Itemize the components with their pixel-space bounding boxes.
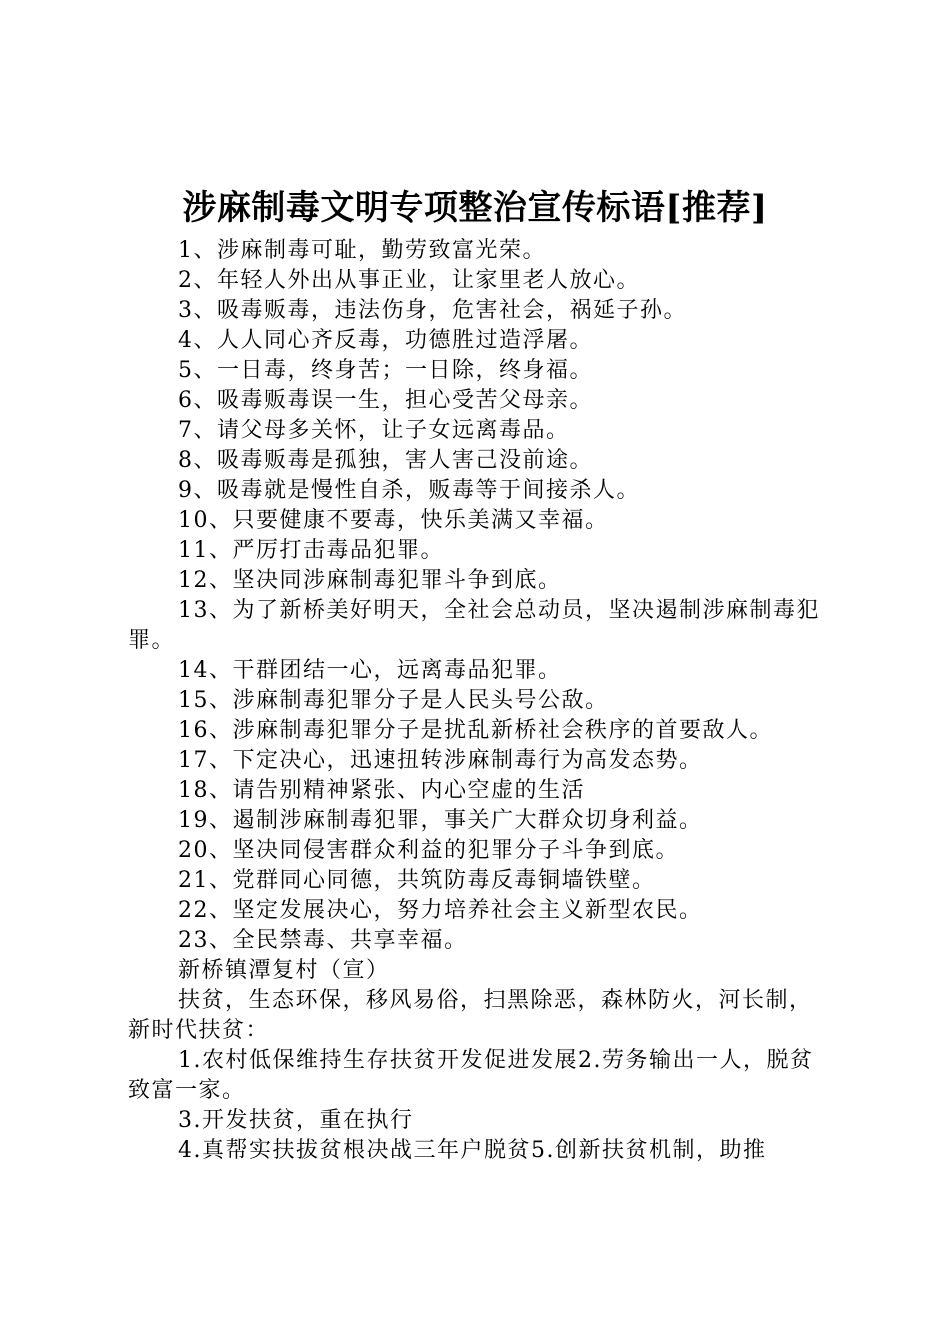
paragraph-17: 17、下定决心，迅速扭转涉麻制毒行为高发态势。 bbox=[178, 748, 703, 773]
paragraph-11: 11、严厉打击毒品犯罪。 bbox=[178, 538, 444, 563]
paragraph-19: 19、遏制涉麻制毒犯罪，事关广大群众切身利益。 bbox=[178, 808, 703, 833]
paragraph-poverty-4: 4.真帮实扶拔贫根决战三年户脱贫5.创新扶贫机制，助推 bbox=[178, 1138, 767, 1163]
paragraph-5: 5、一日毒，终身苦；一日除，终身福。 bbox=[178, 358, 593, 383]
paragraph-13: 13、为了新桥美好明天，全社会总动员，坚决遏制涉麻制毒犯罪。 bbox=[128, 598, 820, 653]
paragraph-6: 6、吸毒贩毒误一生，担心受苦父母亲。 bbox=[178, 388, 593, 413]
paragraph-4: 4、人人同心齐反毒，功德胜过造浮屠。 bbox=[178, 328, 593, 353]
paragraph-3: 3、吸毒贩毒，违法伤身，危害社会，祸延子孙。 bbox=[178, 298, 687, 323]
paragraph-poverty-3: 3.开发扶贫，重在执行 bbox=[178, 1108, 414, 1133]
paragraph-22: 22、坚定发展决心，努力培养社会主义新型农民。 bbox=[178, 898, 703, 923]
paragraph-10: 10、只要健康不要毒，快乐美满又幸福。 bbox=[178, 508, 609, 533]
document-body bbox=[128, 236, 832, 1166]
paragraph-12: 12、坚决同涉麻制毒犯罪斗争到底。 bbox=[178, 568, 562, 593]
paragraph-1: 1、涉麻制毒可耻，勤劳致富光荣。 bbox=[178, 238, 546, 263]
paragraph-2: 2、年轻人外出从事正业，让家里老人放心。 bbox=[178, 268, 640, 293]
paragraph-18: 18、请告别精神紧张、内心空虚的生活 bbox=[178, 778, 585, 803]
paragraph-poverty-1: 1.农村低保维持生存扶贫开发促进发展2.劳务输出一人，脱贫致富一家。 bbox=[128, 1048, 814, 1103]
paragraph-14: 14、干群团结一心，远离毒品犯罪。 bbox=[178, 658, 562, 683]
paragraph-signature: 新桥镇潭复村（宣） bbox=[178, 958, 390, 983]
paragraph-topics: 扶贫，生态环保，移风易俗，扫黑除恶，森林防火，河长制，新时代扶贫： bbox=[128, 988, 813, 1043]
paragraph-15: 15、涉麻制毒犯罪分子是人民头号公敌。 bbox=[178, 688, 609, 713]
paragraph-9: 9、吸毒就是慢性自杀，贩毒等于间接杀人。 bbox=[178, 478, 640, 503]
paragraph-23: 23、全民禁毒、共享幸福。 bbox=[178, 928, 468, 953]
paragraph-16: 16、涉麻制毒犯罪分子是扰乱新桥社会秩序的首要敌人。 bbox=[178, 718, 773, 743]
paragraph-21: 21、党群同心同德，共筑防毒反毒铜墙铁壁。 bbox=[178, 868, 656, 893]
paragraph-7: 7、请父母多关怀，让子女远离毒品。 bbox=[178, 418, 570, 443]
paragraph-8: 8、吸毒贩毒是孤独，害人害己没前途。 bbox=[178, 448, 593, 473]
paragraph-20: 20、坚决同侵害群众利益的犯罪分子斗争到底。 bbox=[178, 838, 679, 863]
document-title: 涉麻制毒文明专项整治宣传标语[推荐] bbox=[182, 188, 768, 228]
